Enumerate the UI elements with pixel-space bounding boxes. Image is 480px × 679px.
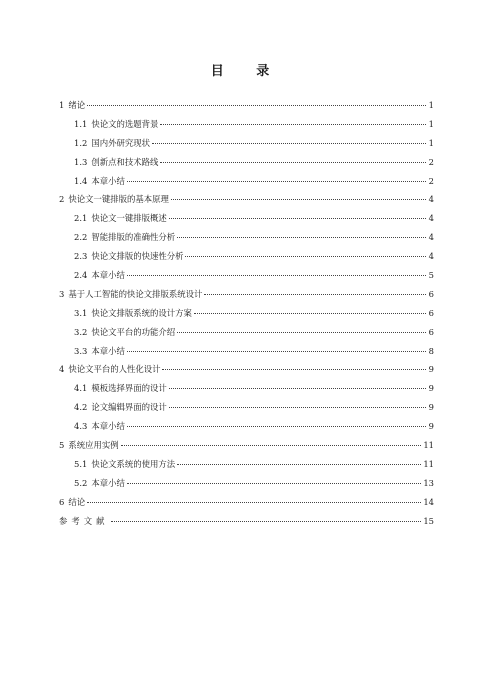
toc-dot-leader xyxy=(162,369,426,370)
toc-dot-leader xyxy=(87,502,421,503)
toc-entry-label: 论文编辑界面的设计 xyxy=(91,402,167,413)
toc-entry-label: 参考文献 xyxy=(59,515,109,526)
toc-entry xyxy=(59,134,434,153)
toc-entry-label: 本章小结 xyxy=(91,270,125,281)
toc-entry-label: 本章小结 xyxy=(91,477,125,488)
toc-entry-number: 4.3 xyxy=(74,421,88,432)
toc-entry-label: 快论文平台的功能介绍 xyxy=(91,326,176,337)
toc-entry-page: 9 xyxy=(428,383,434,394)
toc-entry xyxy=(59,512,434,531)
toc-entry xyxy=(59,190,434,209)
toc-entry-page: 6 xyxy=(428,307,434,318)
toc-entry-label: 创新点和技术路线 xyxy=(91,156,159,167)
toc-entry xyxy=(59,172,434,191)
toc-entry xyxy=(59,285,434,304)
toc-dot-leader xyxy=(121,445,422,446)
toc-entry-page: 2 xyxy=(428,156,434,167)
toc-entry-page: 6 xyxy=(428,288,434,299)
toc-entry-number: 3.3 xyxy=(74,345,88,356)
toc-entry-page: 14 xyxy=(423,496,434,507)
toc-dot-leader xyxy=(169,218,426,219)
toc-entry-number: 1.1 xyxy=(74,118,88,129)
toc-entry-label: 智能排版的准确性分析 xyxy=(91,232,176,243)
toc-entry-label: 快论文一键排版概述 xyxy=(91,213,167,224)
toc-entry-page: 2 xyxy=(428,175,434,186)
toc-entry-page: 9 xyxy=(428,421,434,432)
toc-entry xyxy=(59,342,434,361)
toc-dot-leader xyxy=(194,313,426,314)
toc-entry xyxy=(59,304,434,323)
toc-dot-leader xyxy=(177,464,421,465)
toc-entry xyxy=(59,379,434,398)
toc-entry-label: 快论文平台的人性化设计 xyxy=(68,364,161,375)
toc-entry-label: 快论文排版的快速性分析 xyxy=(91,251,184,262)
toc-dot-leader xyxy=(160,162,426,163)
toc-entry-number: 2.1 xyxy=(74,213,88,224)
toc-dot-leader xyxy=(127,426,426,427)
toc-entry-number: 4.1 xyxy=(74,383,88,394)
toc-entry-number: 1.3 xyxy=(74,156,88,167)
toc-entry-number: 6 xyxy=(59,496,65,507)
toc-dot-leader xyxy=(169,388,426,389)
toc-entry-page: 4 xyxy=(428,194,434,205)
toc-dot-leader xyxy=(204,294,426,295)
toc-entry-number: 3 xyxy=(59,288,65,299)
toc-entry-page: 4 xyxy=(428,213,434,224)
toc-dot-leader xyxy=(185,256,426,257)
toc-entry xyxy=(59,153,434,172)
toc-entry-number: 4.2 xyxy=(74,402,88,413)
toc-entry-page: 8 xyxy=(428,345,434,356)
toc-entry-label: 本章小结 xyxy=(91,421,125,432)
toc-entry-label: 国内外研究现状 xyxy=(91,137,150,148)
toc-entry xyxy=(59,398,434,417)
toc-entry-label: 快论文系统的使用方法 xyxy=(91,458,176,469)
toc-entry-number: 5.1 xyxy=(74,458,88,469)
toc-entry-page: 4 xyxy=(428,251,434,262)
toc-entry xyxy=(59,436,434,455)
toc-entry-number: 2.4 xyxy=(74,270,88,281)
toc-entry xyxy=(59,247,434,266)
toc-dot-leader xyxy=(177,237,426,238)
toc-entry xyxy=(59,266,434,285)
toc-dot-leader xyxy=(127,181,426,182)
toc-entry-number: 2.3 xyxy=(74,251,88,262)
toc-entry-page: 9 xyxy=(428,364,434,375)
toc-entry-page: 1 xyxy=(428,137,434,148)
toc-entry-label: 系统应用实例 xyxy=(68,440,119,451)
toc-entry xyxy=(59,115,434,134)
toc-entry-page: 9 xyxy=(428,402,434,413)
toc-entry-label: 本章小结 xyxy=(91,175,125,186)
toc-entry xyxy=(59,417,434,436)
toc-dot-leader xyxy=(87,105,426,106)
toc-entry xyxy=(59,360,434,379)
toc-entry-page: 1 xyxy=(428,100,434,110)
toc-dot-leader xyxy=(127,351,426,352)
toc-entry-number: 3.1 xyxy=(74,307,88,318)
toc-entry-number: 1.2 xyxy=(74,137,88,148)
toc-entry xyxy=(59,209,434,228)
toc-entry xyxy=(59,493,434,512)
toc-entry-number: 5.2 xyxy=(74,477,88,488)
toc-entry xyxy=(59,228,434,247)
toc-dot-leader xyxy=(127,275,426,276)
toc-entry-page: 11 xyxy=(423,458,434,469)
toc-dot-leader xyxy=(160,124,426,125)
toc-entry xyxy=(59,455,434,474)
toc-entry-number: 4 xyxy=(59,364,65,375)
table-of-contents xyxy=(59,96,434,530)
toc-dot-leader xyxy=(111,521,422,522)
toc-entry-label: 结论 xyxy=(68,496,86,507)
toc-entry-number: 5 xyxy=(59,440,65,451)
toc-entry-label: 模板选择界面的设计 xyxy=(91,383,167,394)
toc-dot-leader xyxy=(152,143,426,144)
toc-title: 目 录 xyxy=(210,64,284,79)
toc-dot-leader xyxy=(127,483,422,484)
toc-entry-label: 绪论 xyxy=(68,100,86,110)
toc-entry-page: 6 xyxy=(428,326,434,337)
toc-entry-number: 2 xyxy=(59,194,65,205)
toc-entry-label: 基于人工智能的快论文排版系统设计 xyxy=(68,288,203,299)
toc-entry-number: 2.2 xyxy=(74,232,88,243)
toc-entry-label: 快论文排版系统的设计方案 xyxy=(91,307,192,318)
toc-entry-page: 15 xyxy=(423,515,434,526)
toc-entry-number: 3.2 xyxy=(74,326,88,337)
toc-entry-number: 1.4 xyxy=(74,175,88,186)
toc-dot-leader xyxy=(171,199,426,200)
toc-entry xyxy=(59,474,434,493)
toc-entry-page: 13 xyxy=(423,477,434,488)
toc-entry-page: 11 xyxy=(423,440,434,451)
toc-dot-leader xyxy=(169,407,426,408)
toc-entry xyxy=(59,96,434,115)
toc-entry-label: 快论文一键排版的基本原理 xyxy=(68,194,169,205)
toc-dot-leader xyxy=(177,332,426,333)
toc-entry-page: 5 xyxy=(428,270,434,281)
toc-entry-label: 快论文的选题背景 xyxy=(91,118,159,129)
toc-entry xyxy=(59,323,434,342)
toc-entry-page: 4 xyxy=(428,232,434,243)
toc-entry-page: 1 xyxy=(428,118,434,129)
toc-entry-number: 1 xyxy=(59,100,65,110)
toc-entry-label: 本章小结 xyxy=(91,345,125,356)
